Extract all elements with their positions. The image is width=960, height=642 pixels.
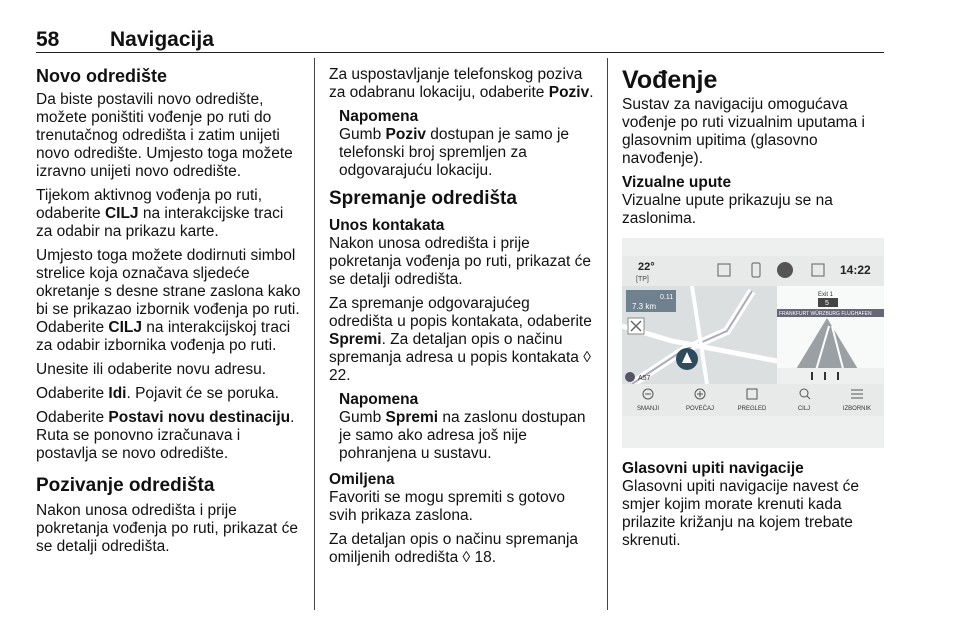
heading-spremanje: Spremanje odredišta (329, 188, 517, 209)
svg-text:5: 5 (825, 300, 829, 307)
close-icon[interactable] (628, 318, 644, 334)
note-box (339, 391, 595, 463)
svg-text:IZBORNIK: IZBORNIK (842, 406, 872, 412)
page-title: Navigacija (110, 28, 214, 51)
paragraph: Nakon unosa odredišta i prije pokretanja vođenja po ruti, prikazat će se detalji odredišta. (329, 235, 591, 288)
tp-indicator: [TP] (636, 276, 649, 283)
svg-text:FRANKFURT WÜRZBURG FLUGHAFEN: FRANKFURT WÜRZBURG FLUGHAFEN (779, 311, 872, 317)
svg-text:0.11: 0.11 (660, 294, 674, 301)
paragraph: Favoriti se mogu spremiti s gotovo svih prikaza zaslona. (329, 489, 566, 524)
svg-text:7.3 km: 7.3 km (632, 302, 657, 311)
navigation-screen (622, 256, 884, 416)
column-right (622, 66, 884, 556)
heading-pozivanje: Pozivanje odredišta (36, 475, 215, 496)
column-middle (329, 66, 595, 573)
note-label: Napomena (339, 108, 419, 125)
clock: 14:22 (840, 263, 871, 277)
svg-text:SMANJI: SMANJI (636, 406, 660, 412)
column-divider (607, 58, 608, 610)
paragraph: Tijekom aktivnog vođenja po ruti, odaberite CILJ na interakcijske traci za odabir na prikazu karte. (36, 187, 284, 240)
note-box (339, 108, 595, 180)
paragraph: Glasovni upiti navigacije navest će smjer kojim morate krenuti kada prilazite križanju na kojem trebate skrenuti. (622, 478, 859, 549)
paragraph: Sustav za navigaciju omogućava vođenje po ruti vizualnim uputama i glasovnim upitima (glasovno navođenje). (622, 96, 865, 167)
note-label: Napomena (339, 391, 419, 408)
heading-novo-odrediste: Novo odredište (36, 66, 168, 86)
page-ref-link[interactable]: ◊ 22. (329, 349, 591, 384)
svg-text:A57: A57 (638, 375, 651, 382)
page-number: 58 (36, 28, 60, 51)
column-divider (314, 58, 315, 610)
nav-icon (777, 262, 793, 278)
page-header (36, 28, 884, 53)
temperature: 22° (638, 261, 655, 273)
svg-text:PREGLED: PREGLED (737, 406, 767, 412)
page-ref-link[interactable]: ◊ 18. (462, 549, 497, 566)
svg-text:POVEĆAJ: POVEĆAJ (685, 406, 715, 412)
note-text: Gumb Spremi na zaslonu dostupan je samo ako adresa još nije pohranjena u sustavu. (339, 409, 586, 462)
paragraph: Vizualne upute prikazuju se na zaslonima. (622, 192, 833, 227)
paragraph: Odaberite Postavi novu destinaciju. Ruta se ponovno izračunava i postavlja se novo odredište. (36, 409, 295, 462)
paragraph: Za uspostavljanje telefonskog poziva za odabranu lokaciju, odaberite Poziv. (329, 66, 594, 101)
paragraph: Za detaljan opis o načinu spremanja omiljenih odredišta ◊ 18. (329, 531, 579, 566)
column-left (36, 66, 302, 562)
paragraph: Unesite ili odaberite novu adresu. (36, 361, 267, 378)
heading-vodenje: Vođenje (622, 66, 718, 94)
subheading-omiljena: Omiljena (329, 471, 395, 488)
paragraph: Nakon unosa odredišta i prije pokretanja vođenja po ruti, prikazat će se detalji odredišta. (36, 502, 298, 555)
subheading-vizualne-upute: Vizualne upute (622, 174, 732, 191)
svg-text:CILJ: CILJ (797, 406, 811, 412)
paragraph: Umjesto toga možete dodirnuti simbol strelice koja označava sljedeće okretanje s desne strane zaslona kako bi se prikazao izbornik vođenja po ruti. Odaberite CILJ na interakcijskoj traci za odabir izbornika vođenja po ruti. (36, 247, 301, 354)
subheading-glasovni-upiti: Glasovni upiti navigacije (622, 460, 804, 477)
paragraph: Za spremanje odgovarajućeg odredišta u popis kontakata, odaberite Spremi. Za detaljan opis o načinu spremanja adresa u popis kontakata ◊ 22. (329, 295, 592, 384)
navigation-screen-figure (622, 238, 884, 448)
paragraph: Odaberite Idi. Pojavit će se poruka. (36, 385, 279, 402)
subheading-unos-kontakata: Unos kontakata (329, 217, 445, 234)
paragraph: Da biste postavili novo odredište, možete poništiti vođenje po ruti do trenutačnog odredišta i zatim unijeti novo odredište. Umjesto toga možete izravno unijeti novo odredište. (36, 91, 293, 180)
note-text: Gumb Poziv dostupan je samo je telefonski broj spremljen za odgovarajuću lokaciju. (339, 126, 570, 179)
svg-text:Exit 1: Exit 1 (818, 292, 834, 298)
